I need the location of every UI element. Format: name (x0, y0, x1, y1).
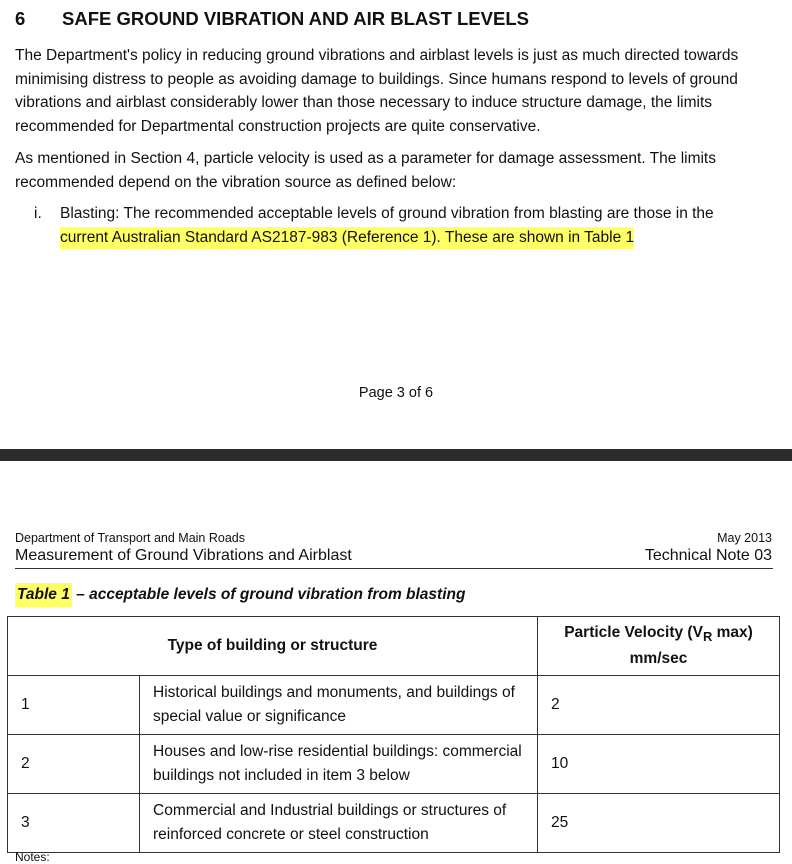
header-velocity-text: Particle Velocity (V (564, 623, 703, 641)
header-velocity-text-end: max) (712, 623, 753, 641)
table-caption-label: Table 1 (15, 583, 72, 607)
cell-type: Houses and low-rise residential buildings: commercial buildings not included in item 3 below (140, 735, 538, 794)
highlighted-text: current Australian Standard AS2187-983 (Reference 1). These are shown in Table 1 (60, 227, 634, 249)
cell-item: 1 (8, 676, 140, 735)
notes-label: Notes: (15, 850, 50, 864)
table-row (8, 735, 780, 794)
header-document-title: Measurement of Ground Vibrations and Airblast (15, 547, 352, 564)
cell-item: 2 (8, 735, 140, 794)
header-type: Type of building or structure (8, 617, 538, 676)
section-title: SAFE GROUND VIBRATION AND AIR BLAST LEVELS (62, 8, 529, 29)
paragraph-policy: The Department's policy in reducing ground vibrations and airblast levels is just as much directed towards minimising distress to people as avoiding damage to buildings. Since humans respond to levels of ground vibrations and airblast considerably lower than those necessary to induce structure damage, the limits recommended for Departmental construction projects are quite conservative. (15, 47, 739, 135)
page-break-divider (0, 449, 792, 461)
list-marker: i. (34, 205, 42, 222)
cell-type: Commercial and Industrial buildings or structures of reinforced concrete or steel construction (140, 794, 538, 853)
table-caption (15, 586, 465, 604)
header-rule (15, 568, 773, 569)
cell-velocity: 25 (538, 794, 780, 853)
table-row (8, 676, 780, 735)
header-velocity-unit: mm/sec (629, 650, 688, 668)
header-department: Department of Transport and Main Roads (15, 531, 245, 545)
table-row (8, 794, 780, 853)
section-number: 6 (15, 8, 26, 29)
header-date: May 2013 (717, 531, 772, 545)
cell-velocity: 10 (538, 735, 780, 794)
list-item-blasting (34, 202, 784, 250)
header-velocity (538, 617, 780, 676)
cell-velocity: 2 (538, 676, 780, 735)
paragraph-particle-velocity: As mentioned in Section 4, particle velocity is used as a parameter for damage assessment. The limits recommended depend on the vibration source as defined below: (15, 150, 716, 191)
section-heading (15, 8, 529, 30)
list-item-text: Blasting: The recommended acceptable levels of ground vibration from blasting are those in the (60, 205, 714, 222)
header-note-id: Technical Note 03 (644, 547, 772, 564)
page-number: Page 3 of 6 (358, 385, 434, 401)
table-caption-text: – acceptable levels of ground vibration from blasting (71, 586, 466, 603)
header-velocity-subscript: R (702, 629, 713, 645)
vibration-levels-table (7, 616, 780, 853)
cell-type: Historical buildings and monuments, and buildings of special value or significance (140, 676, 538, 735)
table-header-row (8, 617, 780, 676)
cell-item: 3 (8, 794, 140, 853)
